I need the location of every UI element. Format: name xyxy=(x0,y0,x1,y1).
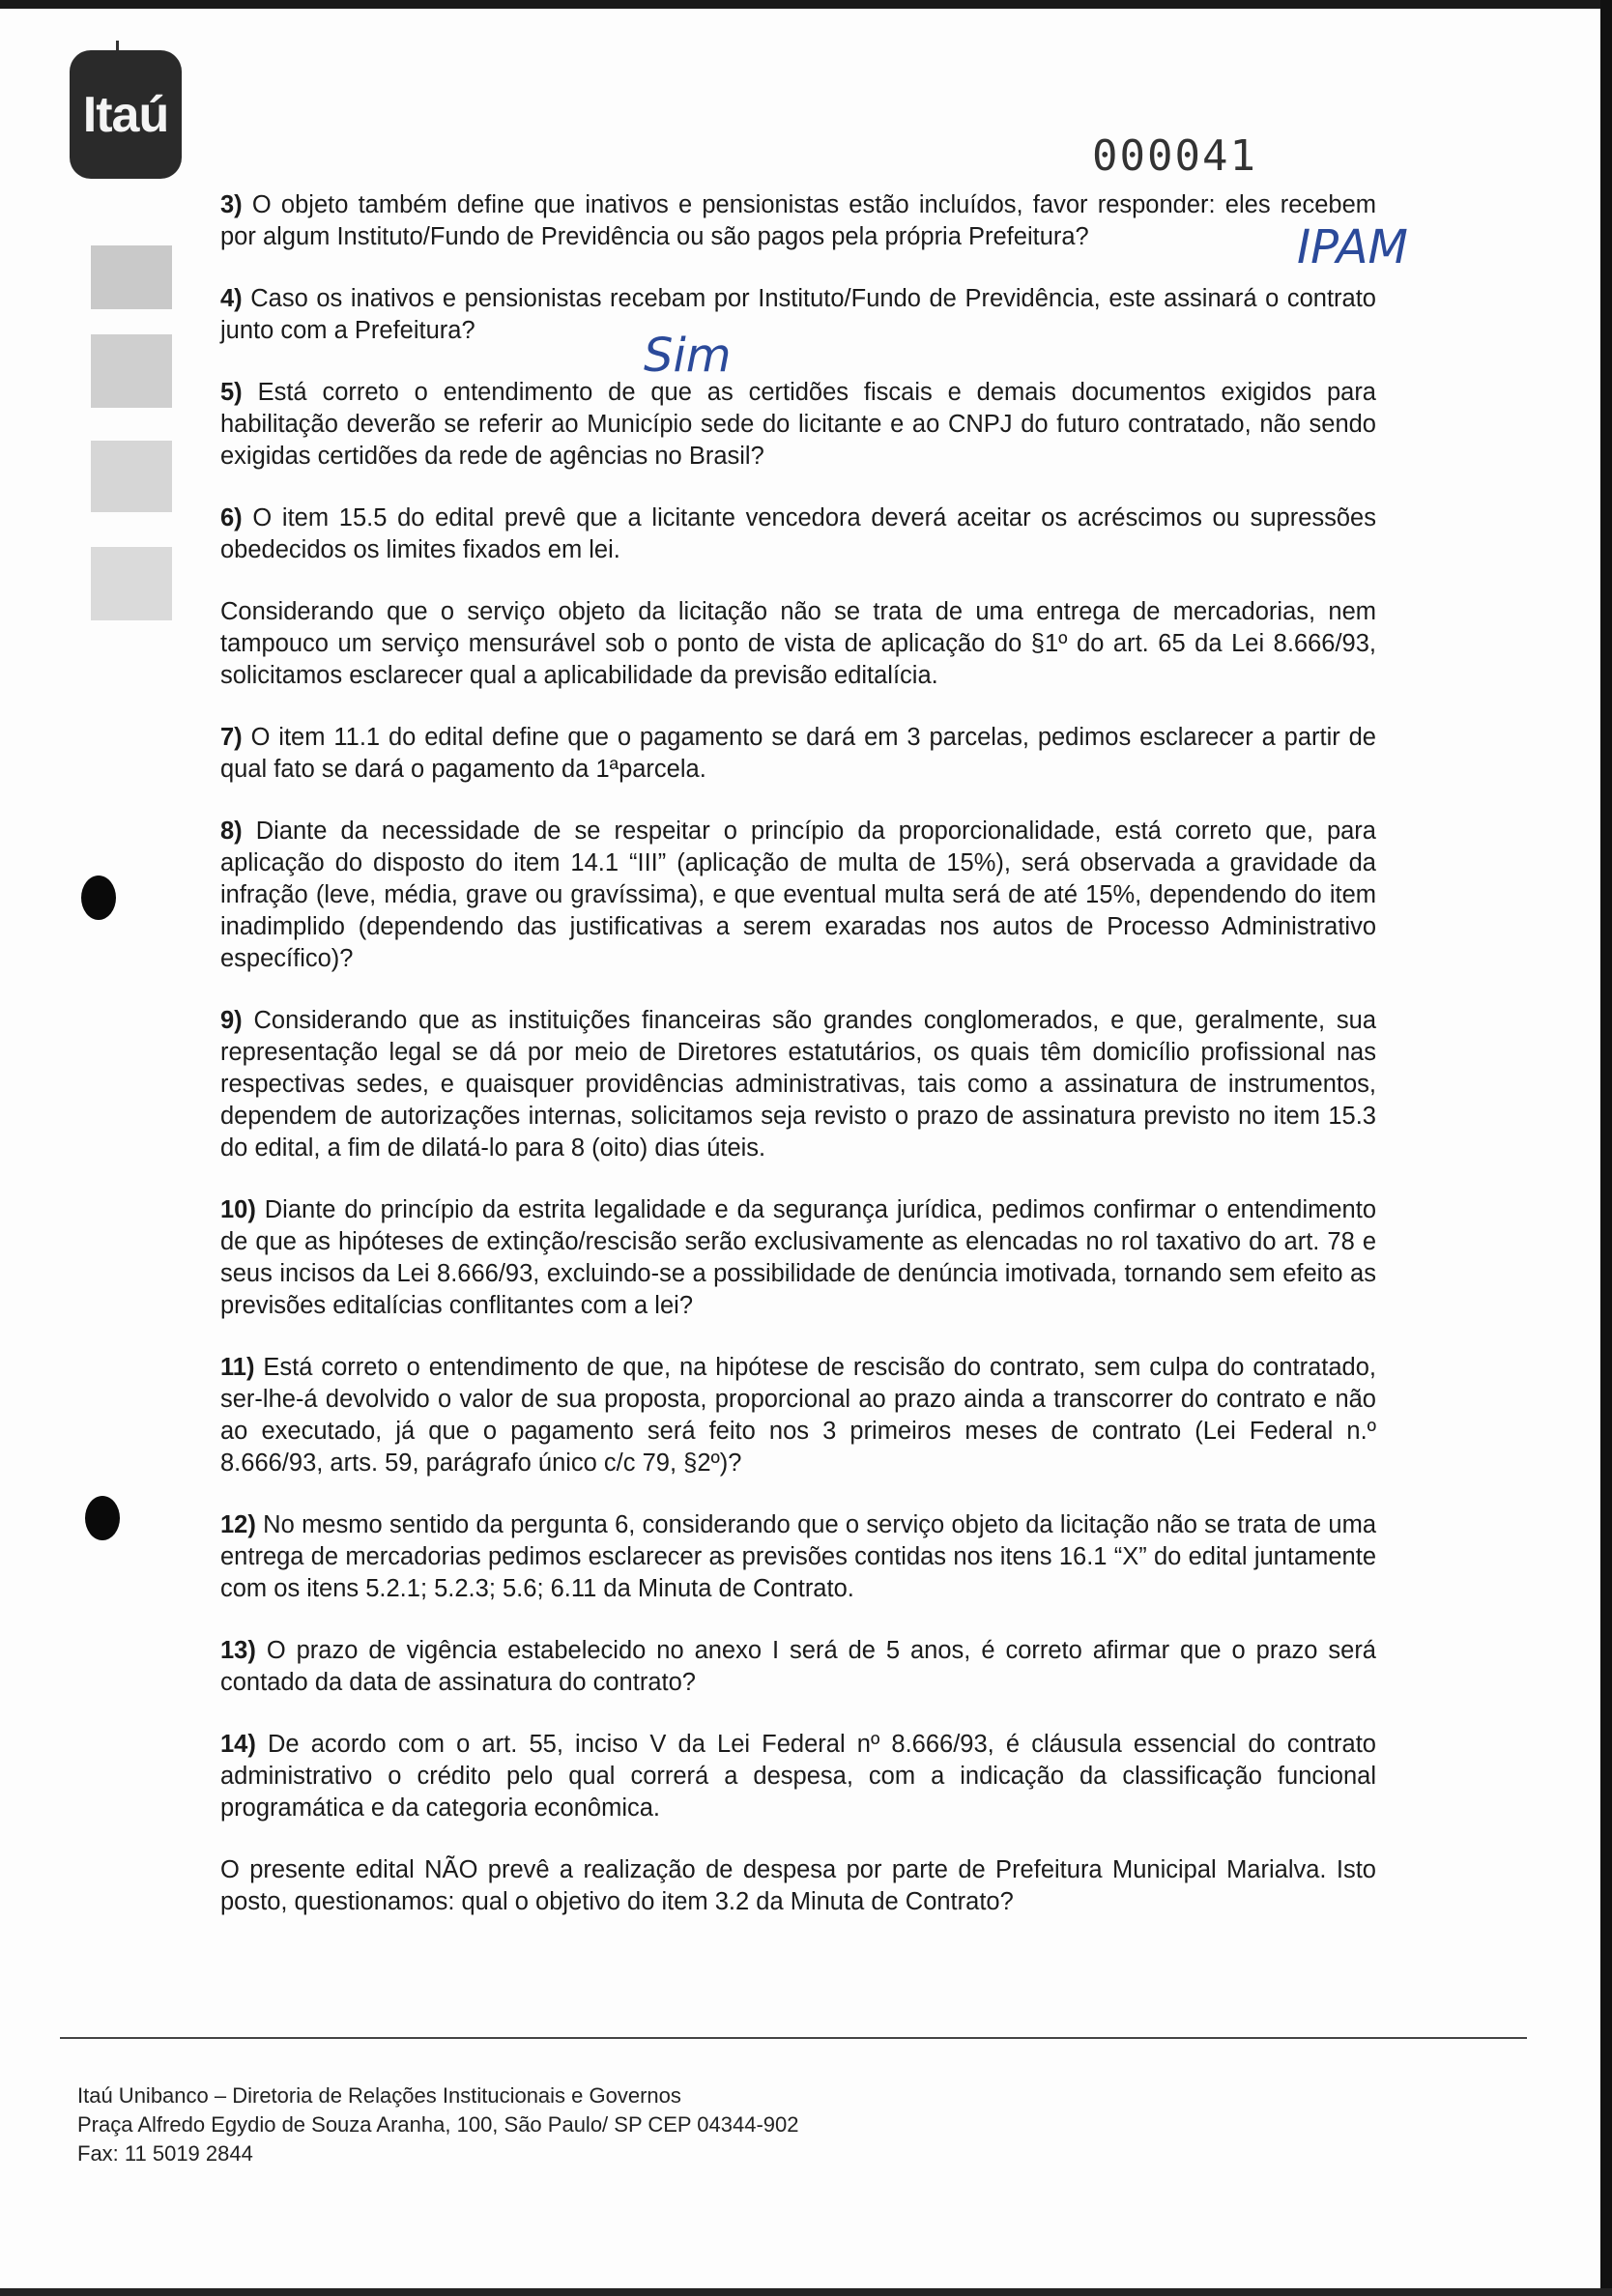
scan-right-edge xyxy=(1600,0,1612,2296)
item-number: 4) xyxy=(220,285,243,312)
paragraph xyxy=(220,816,1376,975)
footer-line: Fax: 11 5019 2844 xyxy=(77,2141,253,2166)
item-number: 3) xyxy=(220,191,243,218)
paragraph xyxy=(220,1854,1376,1918)
item-text: O presente edital NÃO prevê a realização de despesa por parte de Prefeitura Municipal Marialva. Isto posto, questionamos: qual o objetivo do item 3.2 da Minuta de Contrato? xyxy=(220,1856,1376,1915)
paragraph xyxy=(220,722,1376,786)
item-text: No mesmo sentido da pergunta 6, considerando que o serviço objeto da licitação não se trata de uma entrega de mercadorias pedimos esclarecer as previsões contidas nos itens 16.1 “X” do edital juntamente com os itens 5.2.1; 5.2.3; 5.6; 6.11 da Minuta de Contrato. xyxy=(220,1511,1376,1602)
item-number: 7) xyxy=(220,724,243,751)
footer xyxy=(77,2081,799,2168)
item-text: Diante da necessidade de se respeitar o princípio da proporcionalidade, está correto que, para aplicação do disposto do item 14.1 “III” (aplicação de multa de 15%), será observada a gravidade da infração (leve, média, grave ou gravíssima), e que eventual multa será de até 15%, dependendo do item inadimplido (dependendo das justificativas a serem exaradas nos autos de Processo Administrativo específico)? xyxy=(220,818,1376,972)
paragraph xyxy=(220,502,1376,566)
scan-bottom-edge xyxy=(0,2288,1612,2296)
footer-line: Praça Alfredo Egydio de Souza Aranha, 100, São Paulo/ SP CEP 04344-902 xyxy=(77,2112,799,2137)
scan-top-edge xyxy=(0,0,1612,9)
item-text: O prazo de vigência estabelecido no anexo I será de 5 anos, é correto afirmar que o prazo será contado da data de assinatura do contrato? xyxy=(220,1637,1376,1696)
footer-line: Itaú Unibanco – Diretoria de Relações Institucionais e Governos xyxy=(77,2083,681,2108)
logo-text: Itaú xyxy=(82,86,169,143)
handwritten-answer-ipam: IPAM xyxy=(1297,220,1408,274)
paragraph xyxy=(220,1635,1376,1699)
paragraph xyxy=(220,283,1376,347)
paragraph xyxy=(220,1729,1376,1824)
item-number: 11) xyxy=(220,1354,255,1381)
item-text: Diante do princípio da estrita legalidade e da segurança jurídica, pedimos confirmar o entendimento de que as hipóteses de extinção/rescisão serão exclusivamente as elencadas no rol taxativo do art. 78 e seus incisos da Lei 8.666/93, excluindo-se a possibilidade de denúncia imotivada, tornando sem efeito as previsões editalícias conflitantes com a lei? xyxy=(220,1196,1376,1319)
itau-logo xyxy=(70,50,182,179)
handwritten-answer-sim: Sim xyxy=(644,329,732,383)
footer-divider xyxy=(60,2037,1527,2039)
paragraph xyxy=(220,189,1376,253)
item-text: Considerando que o serviço objeto da licitação não se trata de uma entrega de mercadorias, nem tampouco um serviço mensurável sob o ponto de vista de aplicação do §1º do art. 65 da Lei 8.666/93, solicitamos esclarecer qual a aplicabilidade da previsão editalícia. xyxy=(220,598,1376,689)
item-text: De acordo com o art. 55, inciso V da Lei Federal nº 8.666/93, é cláusula essencial do contrato administrativo o crédito pelo qual correrá a despesa, com a indicação da classificação funcional programática e da categoria econômica. xyxy=(220,1731,1376,1822)
page-stamp-number: 000041 xyxy=(1092,131,1257,181)
item-number: 5) xyxy=(220,379,243,406)
paragraph xyxy=(220,1005,1376,1164)
decorative-square xyxy=(91,334,172,408)
paragraph xyxy=(220,1509,1376,1605)
decorative-square xyxy=(91,245,172,309)
decorative-square xyxy=(91,441,172,512)
item-number: 13) xyxy=(220,1637,256,1664)
item-number: 6) xyxy=(220,504,243,531)
document-body xyxy=(220,189,1376,1948)
binder-hole-dot xyxy=(85,1496,120,1540)
item-text: Está correto o entendimento de que as certidões fiscais e demais documentos exigidos para habilitação deverão se referir ao Município sede do licitante e ao CNPJ do futuro contratado, não sendo exigidas certidões da rede de agências no Brasil? xyxy=(220,379,1376,470)
decorative-square xyxy=(91,547,172,620)
paragraph xyxy=(220,1352,1376,1479)
item-number: 9) xyxy=(220,1007,243,1034)
item-text: O objeto também define que inativos e pensionistas estão incluídos, favor responder: eles recebem por algum Instituto/Fundo de Previdência ou são pagos pela própria Prefeitura? xyxy=(220,191,1376,250)
item-number: 14) xyxy=(220,1731,256,1758)
item-text: Caso os inativos e pensionistas recebam por Instituto/Fundo de Previdência, este assinará o contrato junto com a Prefeitura? xyxy=(220,285,1376,344)
item-number: 8) xyxy=(220,818,243,845)
item-number: 12) xyxy=(220,1511,256,1538)
binder-hole-dot xyxy=(81,875,116,920)
paragraph xyxy=(220,377,1376,473)
item-number: 10) xyxy=(220,1196,256,1223)
item-text: O item 11.1 do edital define que o pagamento se dará em 3 parcelas, pedimos esclarecer a partir de qual fato se dará o pagamento da 1ªparcela. xyxy=(220,724,1376,783)
paragraph xyxy=(220,596,1376,692)
item-text: Está correto o entendimento de que, na hipótese de rescisão do contrato, sem culpa do contratado, ser-lhe-á devolvido o valor de sua proposta, proporcional ao prazo ainda a transcorrer do contrato e não ao executado, já que o pagamento será feito nos 3 primeiros meses de contrato (Lei Federal n.º 8.666/93, arts. 59, parágrafo único c/c 79, §2º)? xyxy=(220,1354,1376,1477)
item-text: Considerando que as instituições financeiras são grandes conglomerados, e que, geralmente, sua representação legal se dá por meio de Diretores estatutários, os quais têm domicílio profissional nas respectivas sedes, e quaisquer providências administrativas, tais como a assinatura de instrumentos, dependem de autorizações internas, solicitamos seja revisto o prazo de assinatura previsto no item 15.3 do edital, a fim de dilatá-lo para 8 (oito) dias úteis. xyxy=(220,1007,1376,1162)
item-text: O item 15.5 do edital prevê que a licitante vencedora deverá aceitar os acréscimos ou supressões obedecidos os limites fixados em lei. xyxy=(220,504,1376,563)
paragraph xyxy=(220,1194,1376,1322)
